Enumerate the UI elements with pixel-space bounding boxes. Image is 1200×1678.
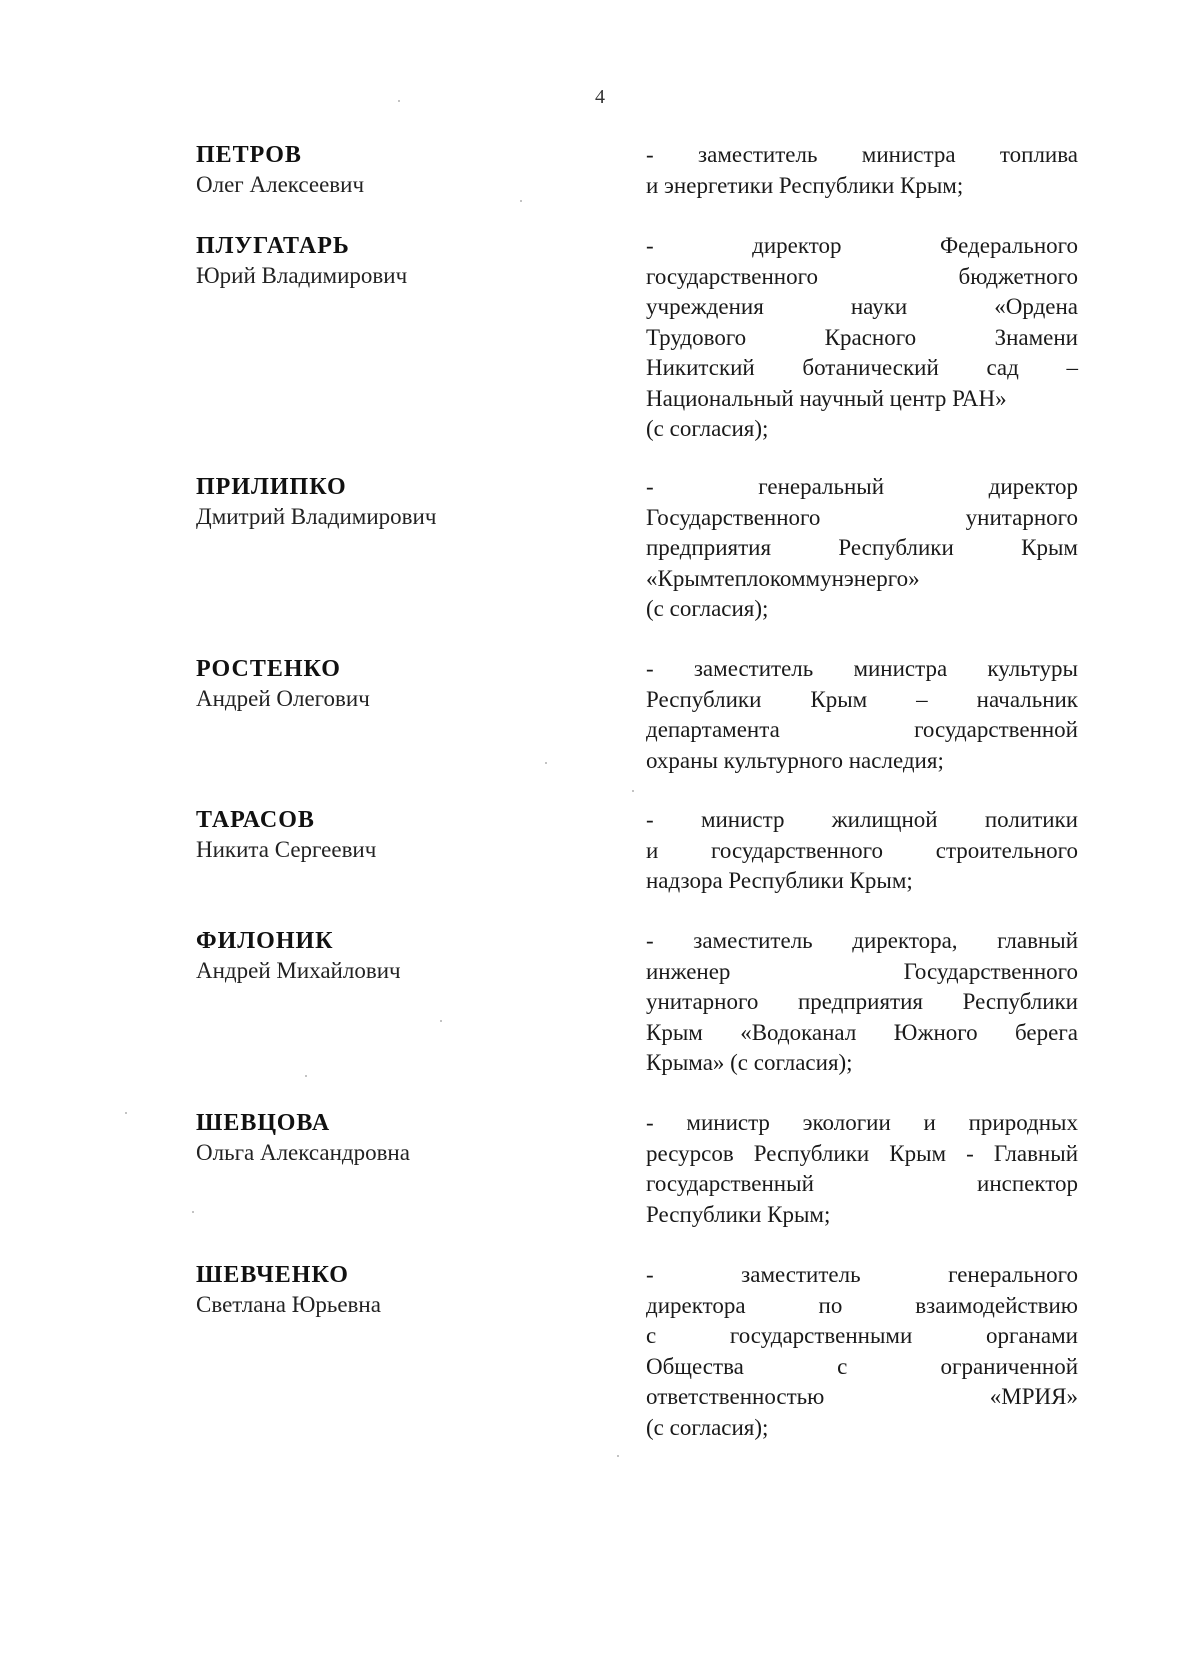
member-role (646, 231, 1078, 445)
role-line: и энергетики Республики Крым; (646, 172, 964, 198)
role-line: департамента государственной (646, 717, 1078, 742)
member-given-name: Андрей Михайлович (196, 958, 401, 983)
role-line: - генеральный директор (646, 474, 1078, 499)
role-line: - заместитель министра топлива (646, 142, 1078, 167)
role-line: ответственностью «МРИЯ» (646, 1384, 1078, 1409)
member-given-name: Светлана Юрьевна (196, 1292, 381, 1317)
role-line: - министр экологии и природных (646, 1110, 1078, 1135)
member-role (646, 472, 1078, 625)
member-surname: ШЕВЧЕНКО (196, 1262, 349, 1288)
member-surname: ПЕТРОВ (196, 142, 302, 168)
member-name (196, 231, 576, 291)
role-line: предприятия Республики Крым (646, 535, 1078, 560)
member-role (646, 1260, 1078, 1443)
role-line: Республики Крым – начальник (646, 686, 1078, 712)
role-line: - министр жилищной политики (646, 807, 1078, 832)
member-name (196, 472, 576, 532)
member-name (196, 926, 576, 986)
member-given-name: Юрий Владимирович (196, 263, 408, 288)
member-given-name: Никита Сергеевич (196, 837, 377, 862)
role-line: Крыма» (с согласия); (646, 1050, 853, 1075)
role-line: ресурсов Республики Крым - Главный (646, 1140, 1078, 1166)
member-name (196, 1260, 576, 1320)
member-role (646, 140, 1078, 201)
role-line: государственного бюджетного (646, 263, 1078, 289)
role-line: Государственного унитарного (646, 504, 1078, 530)
member-given-name: Андрей Олегович (196, 686, 370, 711)
member-role (646, 926, 1078, 1079)
member-name (196, 1108, 576, 1168)
scan-speck (617, 1455, 619, 1457)
role-line: охраны культурного наследия; (646, 747, 944, 773)
scan-speck (398, 100, 400, 102)
member-surname: ТАРАСОВ (196, 807, 315, 833)
role-line: «Крымтеплокоммунэнерго» (646, 565, 920, 591)
role-line: Никитский ботанический сад – (646, 355, 1078, 380)
member-given-name: Олег Алексеевич (196, 172, 365, 197)
member-surname: ФИЛОНИК (196, 928, 334, 954)
member-name (196, 140, 576, 200)
member-given-name: Дмитрий Владимирович (196, 504, 437, 529)
scan-speck (192, 1211, 194, 1213)
scan-speck (632, 790, 634, 792)
role-line: унитарного предприятия Республики (646, 989, 1078, 1014)
role-line: учреждения науки «Ордена (646, 294, 1078, 319)
member-role (646, 805, 1078, 897)
role-line: инженер Государственного (646, 958, 1078, 984)
member-name (196, 805, 576, 865)
role-line: (с согласия); (646, 416, 769, 441)
page-number: 4 (595, 86, 605, 108)
role-line: государственный инспектор (646, 1171, 1078, 1196)
role-line: - заместитель генерального (646, 1262, 1078, 1287)
member-given-name: Ольга Александровна (196, 1140, 410, 1165)
member-surname: РОСТЕНКО (196, 656, 341, 682)
role-line: директора по взаимодействию (646, 1292, 1078, 1318)
role-line: - директор Федерального (646, 233, 1078, 258)
role-line: с государственными органами (646, 1323, 1078, 1348)
role-line: (с согласия); (646, 1414, 769, 1440)
member-role (646, 654, 1078, 776)
scan-speck (125, 1112, 127, 1114)
role-line: Республики Крым; (646, 1201, 831, 1227)
role-line: Трудового Красного Знамени (646, 324, 1078, 350)
role-line: надзора Республики Крым; (646, 868, 913, 893)
role-line: - заместитель министра культуры (646, 656, 1078, 681)
member-role (646, 1108, 1078, 1230)
scan-speck (520, 200, 522, 202)
role-line: - заместитель директора, главный (646, 928, 1078, 953)
member-surname: ПРИЛИПКО (196, 474, 347, 500)
member-surname: ПЛУГАТАРЬ (196, 233, 350, 259)
role-line: и государственного строительного (646, 837, 1078, 863)
scan-speck (545, 762, 547, 764)
scan-speck (440, 1020, 442, 1022)
role-line: Крым «Водоканал Южного берега (646, 1019, 1078, 1045)
role-line: Общества с ограниченной (646, 1353, 1078, 1379)
member-surname: ШЕВЦОВА (196, 1110, 331, 1136)
member-name (196, 654, 576, 714)
role-line: (с согласия); (646, 596, 769, 621)
role-line: Национальный научный центр РАН» (646, 385, 1007, 411)
scan-speck (305, 1075, 307, 1077)
